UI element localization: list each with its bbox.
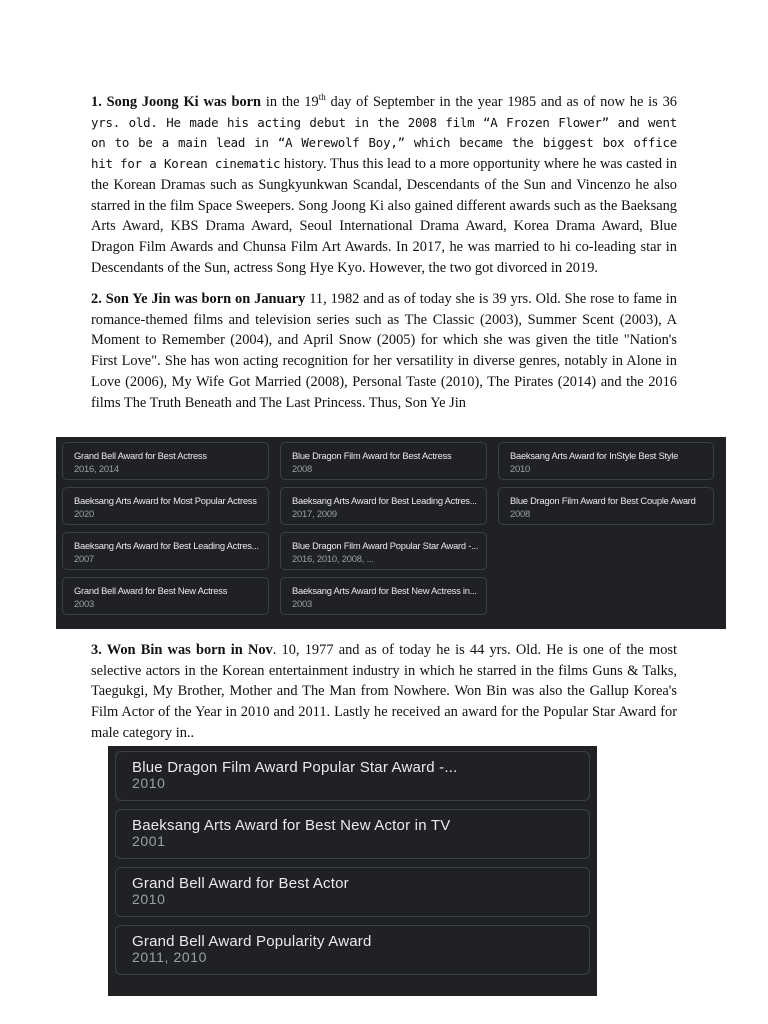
award-years: 2017, 2009	[292, 508, 337, 519]
award-years: 2016, 2014	[74, 463, 119, 474]
award-title: Grand Bell Award for Best Actor	[132, 875, 349, 892]
award-card[interactable]	[62, 487, 269, 525]
award-years: 2016, 2010, 2008, ...	[292, 553, 374, 564]
award-title: Baeksang Arts Award for Best New Actor in TV	[132, 817, 451, 834]
award-years: 2001	[132, 833, 166, 849]
award-card[interactable]	[62, 577, 269, 615]
award-title: Blue Dragon Film Award for Best Couple Award	[510, 495, 696, 506]
superscript-th: th	[318, 92, 326, 103]
award-title: Baeksang Arts Award for Best New Actress in...	[292, 585, 477, 596]
award-title: Baeksang Arts Award for Best Leading Actres...	[74, 540, 259, 551]
award-card[interactable]	[498, 442, 714, 480]
award-years: 2010	[132, 775, 166, 791]
paragraph-won-bin	[91, 640, 677, 744]
award-card[interactable]	[115, 751, 590, 801]
award-title: Grand Bell Award for Best New Actress	[74, 585, 228, 596]
text-part-2: day of September in the year 1985 and as of now he is 36	[325, 94, 677, 110]
award-years: 2011, 2010	[132, 949, 208, 965]
award-years: 2003	[74, 598, 95, 609]
award-card[interactable]	[115, 867, 590, 917]
son-ye-jin-awards-panel	[56, 437, 726, 629]
award-title: Blue Dragon Film Award for Best Actress	[292, 450, 452, 461]
text-part-mono: yrs. old. He made his acting debut in the 2008 film “A Frozen Flower” and went on to be a main lead in “A Werewolf Boy,” which became the biggest box office hit for a Korean cinematic	[91, 114, 677, 172]
heading-won-bin: 3. Won Bin was born in Nov	[91, 642, 273, 658]
award-card[interactable]	[62, 442, 269, 480]
award-years: 2010	[132, 891, 166, 907]
award-card[interactable]	[115, 809, 590, 859]
paragraph-son-ye-jin	[91, 289, 677, 413]
won-bin-awards-panel	[108, 746, 597, 996]
award-title: Blue Dragon Film Award Popular Star Award -...	[292, 540, 479, 551]
award-title: Blue Dragon Film Award Popular Star Award -...	[132, 759, 458, 776]
award-years: 2007	[74, 553, 95, 564]
award-title: Baeksang Arts Award for Most Popular Actress	[74, 495, 257, 506]
text-won-bin: . 10, 1977 and as of today he is 44 yrs. Old. He is one of the most selective actors in the Korean entertainment industry in which he starred in the films Guns & Talks, Taegukgi, My Brother, Mother and The Man from Nowhere. Won Bin was also the Gallup Korea's Film Actor of the Year in 2010 and 2011. Lastly he received an award for the Popular Star Award for male category in..	[91, 642, 677, 741]
text-part-1: in the 19	[261, 94, 319, 110]
award-card[interactable]	[62, 532, 269, 570]
award-title: Grand Bell Award for Best Actress	[74, 450, 207, 461]
heading-son-ye-jin: 2. Son Ye Jin was born on January	[91, 291, 306, 307]
award-title: Baeksang Arts Award for InStyle Best Style	[510, 450, 679, 461]
award-title: Grand Bell Award Popularity Award	[132, 933, 372, 950]
award-years: 2003	[292, 598, 313, 609]
award-years: 2008	[292, 463, 313, 474]
text-part-3: history. Thus this lead to a more opportunity where he was casted in the Korean Dramas such as Sungkyunkwan Scandal, Descendants of the Sun and Vincenzo he also starred in the film Space Sweepers. Song Joong Ki also gained different awards such as the Baeksang Arts Award, KBS Drama Award, Seoul International Drama Award, Korea Drama Award, Blue Dragon Film Awards and Chunsa Film Art Awards. In 2017, he was married to hi co-leading star in Descendants of the Sun, actress Song Hye Kyo. However, the two got divorced in 2019.	[91, 156, 677, 276]
award-card[interactable]	[280, 487, 487, 525]
award-card[interactable]	[115, 925, 590, 975]
award-card[interactable]	[280, 532, 487, 570]
paragraph-song-joong-ki	[91, 92, 677, 278]
award-card[interactable]	[498, 487, 714, 525]
award-title: Baeksang Arts Award for Best Leading Actres...	[292, 495, 477, 506]
award-years: 2010	[510, 463, 531, 474]
award-years: 2020	[74, 508, 95, 519]
award-years: 2008	[510, 508, 531, 519]
award-card[interactable]	[280, 577, 487, 615]
text-son-ye-jin: 11, 1982 and as of today she is 39 yrs. Old. She rose to fame in romance-themed films and television series such as The Classic (2003), Summer Scent (2003), A Moment to Remember (2004), and April Snow (2005) for which she was given the title "Nation's First Love". She has won acting recognition for her versatility in diverse genres, notably in Alone in Love (2006), My Wife Got Married (2008), Personal Taste (2010), The Pirates (2014) and the 2016 films The Truth Beneath and The Last Princess. Thus, Son Ye Jin	[91, 291, 677, 411]
heading-song-joong-ki: 1. Song Joong Ki was born	[91, 94, 262, 110]
award-card[interactable]	[280, 442, 487, 480]
